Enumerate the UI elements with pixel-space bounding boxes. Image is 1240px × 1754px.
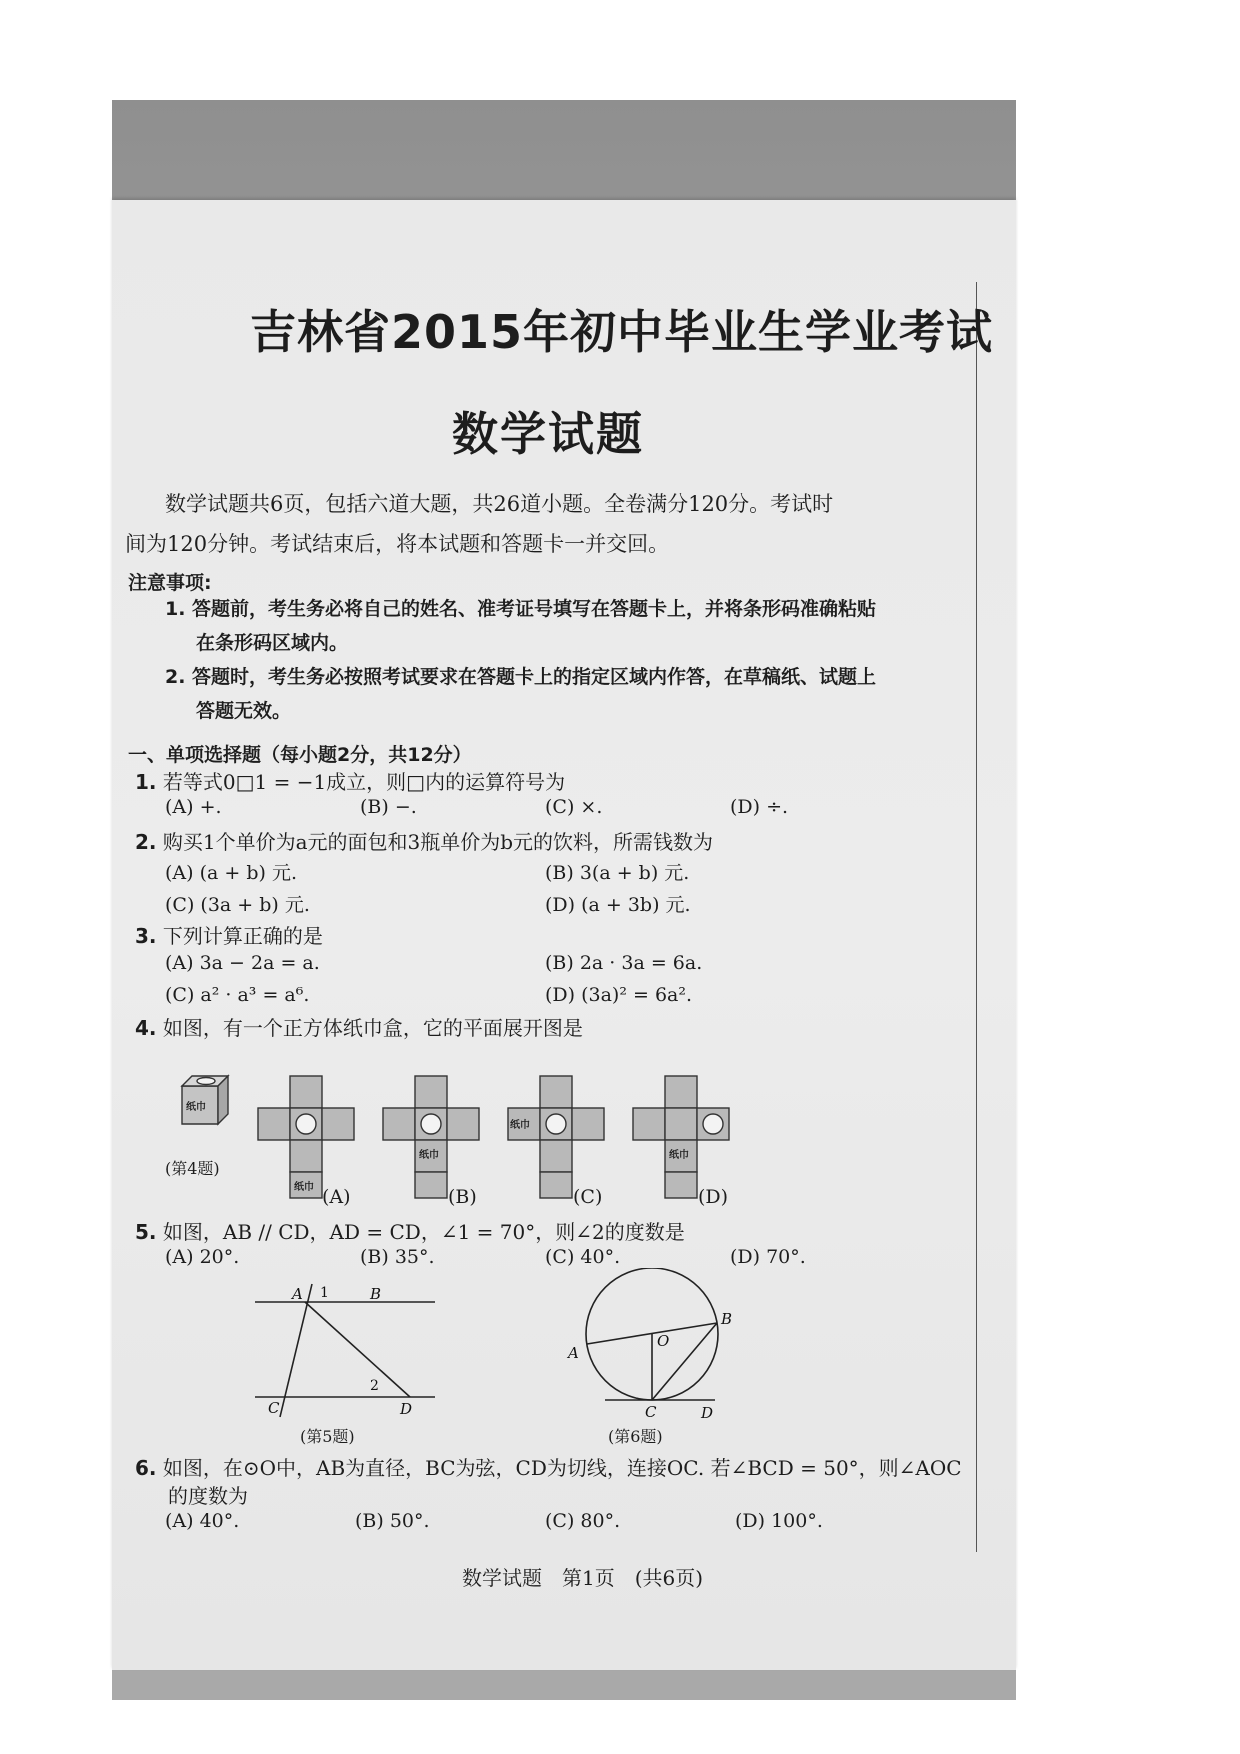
question-2 xyxy=(135,826,713,855)
angle-1-label: 1 xyxy=(320,1285,329,1301)
angle-2-label: 2 xyxy=(370,1378,379,1394)
q4-option-d: (D) xyxy=(698,1186,729,1208)
box-label: 纸巾 xyxy=(186,1102,206,1113)
label-C: C xyxy=(645,1403,657,1418)
q1-option-b: (B) −. xyxy=(360,796,417,818)
q5-figure xyxy=(250,1282,440,1422)
q4-option-a: (A) xyxy=(322,1186,351,1208)
page-border-line xyxy=(976,282,977,1552)
exam-subtitle: 数学试题 xyxy=(452,407,644,461)
q3-option-a: (A) 3a − 2a = a. xyxy=(165,952,320,974)
q2-option-a: (A) (a + b) 元. xyxy=(165,862,297,884)
note-2-line-2: 答题无效。 xyxy=(196,700,292,722)
page-footer: 数学试题 第1页 (共6页) xyxy=(462,1566,704,1590)
q3-option-c: (C) a² · a³ = a⁶. xyxy=(165,984,310,1006)
q4-caption: (第4题) xyxy=(165,1159,220,1178)
question-3 xyxy=(135,920,323,949)
question-number: 6. xyxy=(135,1456,157,1480)
net-a-label: 纸巾 xyxy=(294,1182,314,1193)
label-D: D xyxy=(701,1404,714,1418)
q2-option-d: (D) (a + 3b) 元. xyxy=(545,894,691,916)
question-text: 如图，AB // CD，AD = CD，∠1 = 70°，则∠2的度数是 xyxy=(162,1220,685,1244)
q1-option-d: (D) ÷. xyxy=(730,796,789,818)
q5-option-b: (B) 35°. xyxy=(360,1246,435,1268)
net-d-label: 纸巾 xyxy=(669,1150,689,1161)
net-c xyxy=(508,1076,604,1198)
label-D: D xyxy=(400,1400,413,1418)
label-B: B xyxy=(370,1285,382,1303)
q5-option-c: (C) 40°. xyxy=(545,1246,621,1268)
label-A: A xyxy=(292,1285,303,1303)
q6-caption: (第6题) xyxy=(608,1427,663,1446)
q5-caption: (第5题) xyxy=(300,1427,355,1446)
net-d xyxy=(633,1076,729,1198)
tissue-box-figure xyxy=(182,1076,228,1124)
q6-option-d: (D) 100°. xyxy=(735,1510,823,1532)
question-text: 购买1个单价为a元的面包和3瓶单价为b元的饮料，所需钱数为 xyxy=(162,830,714,854)
q1-option-c: (C) ×. xyxy=(545,796,603,818)
net-b-label: 纸巾 xyxy=(419,1150,439,1161)
question-text: 下列计算正确的是 xyxy=(162,924,323,948)
q3-option-b: (B) 2a · 3a = 6a. xyxy=(545,952,703,974)
note-1-line-2: 在条形码区域内。 xyxy=(196,632,349,654)
q5-option-a: (A) 20°. xyxy=(165,1246,240,1268)
question-text: 如图，有一个正方体纸巾盒，它的平面展开图是 xyxy=(162,1016,583,1040)
net-c-label: 纸巾 xyxy=(510,1120,530,1131)
question-number: 1. xyxy=(135,770,157,794)
question-number: 4. xyxy=(135,1016,157,1040)
intro-line-1: 数学试题共6页，包括六道大题，共26道小题。全卷满分120分。考试时 xyxy=(165,492,834,516)
label-B: B xyxy=(721,1310,733,1328)
q4-figures xyxy=(170,1040,970,1200)
question-4 xyxy=(135,1012,583,1041)
notes-heading: 注意事项: xyxy=(128,572,212,594)
q1-option-a: (A) +. xyxy=(165,796,222,818)
question-6-continued: 的度数为 xyxy=(168,1484,248,1508)
label-O: O xyxy=(657,1332,670,1350)
question-number: 2. xyxy=(135,830,157,854)
note-1-line-1: 1. 答题前，考生务必将自己的姓名、准考证号填写在答题卡上，并将条形码准确粘贴 xyxy=(165,598,877,620)
q5-option-d: (D) 70°. xyxy=(730,1246,806,1268)
q4-option-c: (C) xyxy=(573,1186,603,1208)
net-b xyxy=(383,1076,479,1198)
note-2-line-1: 2. 答题时，考生务必按照考试要求在答题卡上的指定区域内作答，在草稿纸、试题上 xyxy=(165,666,877,688)
question-1 xyxy=(135,766,565,795)
question-number: 3. xyxy=(135,924,157,948)
question-text: 如图，在⊙O中，AB为直径，BC为弦，CD为切线，连接OC. 若∠BCD = 50°，则∠AOC xyxy=(162,1456,962,1480)
q6-option-c: (C) 80°. xyxy=(545,1510,621,1532)
question-number: 5. xyxy=(135,1220,157,1244)
question-5 xyxy=(135,1216,685,1245)
q6-option-b: (B) 50°. xyxy=(355,1510,430,1532)
q6-option-a: (A) 40°. xyxy=(165,1510,240,1532)
q6-figure xyxy=(565,1268,735,1418)
question-text: 若等式0□1 = −1成立，则□内的运算符号为 xyxy=(162,770,566,794)
q2-option-b: (B) 3(a + b) 元. xyxy=(545,862,690,884)
net-a xyxy=(258,1076,354,1198)
q4-option-b: (B) xyxy=(448,1186,477,1208)
intro-line-2: 间为120分钟。考试结束后，将本试题和答题卡一并交回。 xyxy=(125,532,670,556)
label-C: C xyxy=(268,1399,280,1417)
question-6 xyxy=(135,1452,962,1481)
exam-title: 吉林省2015年初中毕业生学业考试 xyxy=(250,305,994,359)
label-A: A xyxy=(568,1344,579,1362)
q3-option-d: (D) (3a)² = 6a². xyxy=(545,984,693,1006)
q2-option-c: (C) (3a + b) 元. xyxy=(165,894,310,916)
section-heading: 一、单项选择题（每小题2分，共12分） xyxy=(128,744,472,766)
